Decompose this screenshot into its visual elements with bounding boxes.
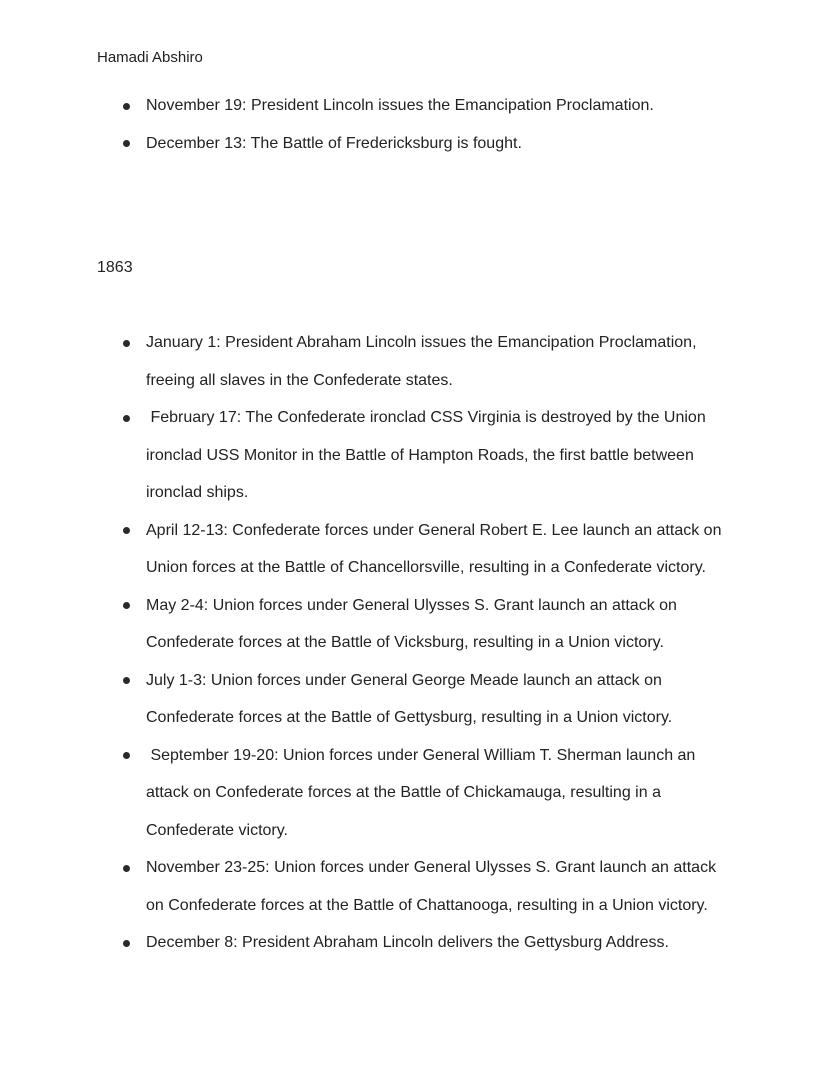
bullet-list-1863 [0,324,734,962]
bullet-list-1862 [0,87,736,162]
list-item [0,849,734,924]
list-item-text: November 19: President Lincoln issues the Emancipation Proclamation. [146,97,654,114]
list-item [0,87,736,125]
bullet-icon [123,103,130,110]
bullet-icon [123,340,130,347]
list-item-text: December 8: President Abraham Lincoln delivers the Gettysburg Address. [146,934,669,951]
bullet-icon [123,415,130,422]
list-item [0,662,734,737]
author-name: Hamadi Abshiro [97,49,203,66]
list-item-text: May 2-4: Union forces under General Ulysses S. Grant launch an attack on Confederate forces at the Battle of Vicksburg, resulting in a Union victory. [146,596,682,651]
list-item [0,512,734,587]
bullet-icon [123,940,130,947]
bullet-icon [123,677,130,684]
list-item [0,399,734,512]
list-item-text: July 1-3: Union forces under General George Meade launch an attack on Confederate forces at the Battle of Gettysburg, resulting in a Union victory. [146,671,673,726]
bullet-icon [123,140,130,147]
bullet-icon [123,602,130,609]
list-item-text: December 13: The Battle of Fredericksburg is fought. [146,134,522,152]
list-item [0,924,734,962]
list-item [0,587,734,662]
list-item-text: November 23-25: Union forces under General Ulysses S. Grant launch an attack on Confederate forces at the Battle of Chattanooga, resulting in a Union victory. [146,859,721,914]
list-item-text: September 19-20: Union forces under General William T. Sherman launch an attack on Confederate forces at the Battle of Chickamauga, resulting in a Confederate victory. [146,746,700,839]
bullet-icon [123,752,130,759]
list-item [0,737,734,850]
list-item-text: April 12-13: Confederate forces under General Robert E. Lee launch an attack on Union forces at the Battle of Chancellorsville, resulting in a Confederate victory. [146,521,726,576]
list-item-text: January 1: President Abraham Lincoln issues the Emancipation Proclamation, freeing all slaves in the Confederate states. [146,334,701,389]
year-heading: 1863 [97,259,133,276]
bullet-icon [123,865,130,872]
list-item [0,324,734,399]
bullet-icon [123,527,130,534]
list-item-text: February 17: The Confederate ironclad CSS Virginia is destroyed by the Union ironclad USS Monitor in the Battle of Hampton Roads, the first battle between ironclad ships. [146,409,711,501]
list-item [0,125,736,163]
